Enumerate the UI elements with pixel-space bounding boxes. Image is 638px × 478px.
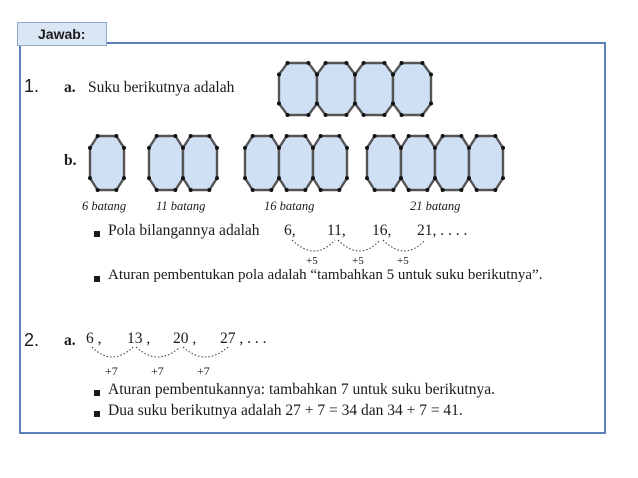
pattern-b4-hex-1-joint bbox=[373, 188, 377, 192]
pattern-b3-hex-3-joint bbox=[345, 146, 349, 150]
pattern-b3-hex-3-joint bbox=[337, 188, 341, 192]
pattern-a-hex-1-joint bbox=[277, 72, 281, 76]
pattern-b4-hex-4-joint bbox=[493, 188, 497, 192]
pattern-b4-hex-4-joint bbox=[467, 176, 471, 180]
pattern-a-hex-3-joint bbox=[353, 72, 357, 76]
pattern-b2-hex-1-joint bbox=[147, 176, 151, 180]
pattern-b4-hex-2-joint bbox=[399, 176, 403, 180]
seq2-term-3: 20 , bbox=[173, 330, 197, 347]
pattern-b2-hex-1-joint bbox=[155, 134, 159, 138]
pola-text: Pola bilangannya adalah bbox=[108, 222, 260, 239]
pattern-b3-hex-1-joint bbox=[269, 188, 273, 192]
pattern-b1-hex-1-joint bbox=[88, 146, 92, 150]
pattern-a-hex-3-joint bbox=[382, 113, 386, 117]
pattern-a-hex-2-joint bbox=[344, 113, 348, 117]
pattern-a-hex-4 bbox=[393, 63, 431, 115]
pattern-b4-hex-3-joint bbox=[459, 188, 463, 192]
pattern-a-hex-2-joint bbox=[315, 72, 319, 76]
aturan-text: Aturan pembentukan pola adalah “tambahkan 5 untuk suku berikutnya”. bbox=[108, 267, 543, 283]
arc-2-1 bbox=[92, 347, 133, 357]
pattern-b3-hex-3-joint bbox=[319, 188, 323, 192]
seq2-term-4: 27 , . . . bbox=[220, 330, 267, 347]
diff1-3: +5 bbox=[397, 255, 409, 267]
pattern-b3-hex-1-joint bbox=[251, 134, 255, 138]
arc-2-2 bbox=[136, 347, 180, 357]
pattern-b1-hex-1-joint bbox=[88, 176, 92, 180]
pattern-a-hex-1-joint bbox=[277, 102, 281, 106]
pattern-b2-hex-2-joint bbox=[207, 188, 211, 192]
pattern-b2-hex-2-joint bbox=[189, 134, 193, 138]
q1-a-label: a. bbox=[64, 79, 76, 96]
pattern-b2-hex-1 bbox=[149, 136, 183, 190]
pattern-a-hex-1-joint bbox=[286, 113, 290, 117]
pattern-b2-hex-2-joint bbox=[181, 176, 185, 180]
seq1-term-1: 6, bbox=[284, 222, 296, 239]
pattern-b4-hex-2-joint bbox=[407, 188, 411, 192]
pattern-b4-hex-2-joint bbox=[407, 134, 411, 138]
seq2-term-1: 6 , bbox=[86, 330, 102, 347]
q2-bullet-2: Dua suku berikutnya adalah 27 + 7 = 34 dan 34 + 7 = 41. bbox=[108, 402, 463, 419]
pattern-b3-hex-2 bbox=[279, 136, 313, 190]
bullet-1 bbox=[94, 231, 100, 237]
pattern-b4-hex-4-joint bbox=[467, 146, 471, 150]
pattern-a-hex-1-joint bbox=[306, 61, 310, 65]
pattern-b3-hex-3-joint bbox=[337, 134, 341, 138]
pattern-b2-hex-2-joint bbox=[189, 188, 193, 192]
pattern-b3-hex-1-joint bbox=[269, 134, 273, 138]
pattern-b1-hex-1-joint bbox=[96, 134, 100, 138]
pattern-b1-hex-1-joint bbox=[114, 134, 118, 138]
difference-arcs-2 bbox=[92, 347, 228, 357]
pattern-b4-hex-4 bbox=[469, 136, 503, 190]
pattern-a-hex-3-joint bbox=[382, 61, 386, 65]
seq2-term-2: 13 , bbox=[127, 330, 151, 347]
seq1-term-4: 21, . . . . bbox=[417, 222, 468, 239]
diff1-1: +5 bbox=[306, 255, 318, 267]
pattern-a-hex-4-joint bbox=[391, 102, 395, 106]
pattern-a-hex-3-joint bbox=[362, 61, 366, 65]
pattern-b3-hex-3-joint bbox=[311, 176, 315, 180]
pattern-a-hex-1 bbox=[279, 63, 317, 115]
pattern-b4-hex-2-joint bbox=[425, 188, 429, 192]
pattern-a-hex-4-joint bbox=[420, 113, 424, 117]
pattern-b2-hex-1-joint bbox=[155, 188, 159, 192]
bullet-2 bbox=[94, 276, 100, 282]
pattern-b4-hex-1-joint bbox=[365, 176, 369, 180]
pattern-b2-hex-1-joint bbox=[147, 146, 151, 150]
pattern-b2-hex-2 bbox=[183, 136, 217, 190]
pattern-a-hex-2-joint bbox=[344, 61, 348, 65]
q2-a-label: a. bbox=[64, 332, 76, 349]
q1-a-text: Suku berikutnya adalah bbox=[88, 79, 235, 96]
pattern-b4-hex-3-joint bbox=[441, 188, 445, 192]
pattern-b4-hex-1-joint bbox=[391, 188, 395, 192]
question-2-number: 2. bbox=[24, 330, 40, 350]
pattern-b3-hex-2-joint bbox=[285, 188, 289, 192]
pattern-b3-hex-3-joint bbox=[311, 146, 315, 150]
pattern-b4-hex-3-joint bbox=[433, 146, 437, 150]
pattern-a-hex-4-joint bbox=[429, 72, 433, 76]
pattern-b4-hex-2-joint bbox=[425, 134, 429, 138]
pattern-b4-hex-4-joint bbox=[493, 134, 497, 138]
pattern-b4-hex-4-joint bbox=[501, 146, 505, 150]
pattern-b3-hex-1-joint bbox=[243, 146, 247, 150]
caption-4: 21 batang bbox=[410, 199, 461, 213]
pattern-b2-hex-1-joint bbox=[173, 134, 177, 138]
pattern-b2-hex-2-joint bbox=[207, 134, 211, 138]
diff1-2: +5 bbox=[352, 255, 364, 267]
seq1-term-3: 16, bbox=[372, 222, 392, 239]
q1-b-label: b. bbox=[64, 152, 77, 169]
pattern-b2-hex-2-joint bbox=[215, 176, 219, 180]
pattern-b3-hex-2-joint bbox=[285, 134, 289, 138]
pattern-b1-hex-1-joint bbox=[122, 176, 126, 180]
pattern-b4-hex-1 bbox=[367, 136, 401, 190]
pattern-b3-hex-2-joint bbox=[277, 176, 281, 180]
pattern-a-hex-3-joint bbox=[353, 102, 357, 106]
pattern-b2-hex-1-joint bbox=[173, 188, 177, 192]
pattern-b4-hex-2-joint bbox=[399, 146, 403, 150]
pattern-b4-hex-1-joint bbox=[391, 134, 395, 138]
pattern-b4-hex-1-joint bbox=[365, 146, 369, 150]
diff2-2: +7 bbox=[151, 364, 164, 378]
bullet-4 bbox=[94, 411, 100, 417]
pattern-b4-hex-2 bbox=[401, 136, 435, 190]
arc-1-2 bbox=[338, 240, 380, 251]
pattern-b4-hex-3-joint bbox=[441, 134, 445, 138]
difference-arcs-1 bbox=[292, 240, 425, 251]
pattern-b3-hex-1-joint bbox=[251, 188, 255, 192]
pattern-b4-hex-1-joint bbox=[373, 134, 377, 138]
pattern-b3-hex-3 bbox=[313, 136, 347, 190]
pattern-b3-hex-3-joint bbox=[345, 176, 349, 180]
pattern-b3-hex-2-joint bbox=[277, 146, 281, 150]
pattern-a-hex-3-joint bbox=[362, 113, 366, 117]
pattern-b1-hex-1-joint bbox=[114, 188, 118, 192]
pattern-b4-hex-4-joint bbox=[475, 134, 479, 138]
pattern-b3-hex-2-joint bbox=[303, 188, 307, 192]
pattern-b4-hex-4-joint bbox=[475, 188, 479, 192]
pattern-a-hex-1-joint bbox=[306, 113, 310, 117]
pattern-a-hex-4-joint bbox=[420, 61, 424, 65]
caption-3: 16 batang bbox=[264, 199, 315, 213]
pattern-b3-hex-2-joint bbox=[303, 134, 307, 138]
caption-2: 11 batang bbox=[156, 199, 206, 213]
pattern-a-hex-3 bbox=[355, 63, 393, 115]
pattern-b4-hex-3-joint bbox=[433, 176, 437, 180]
pattern-b1-hex-1-joint bbox=[96, 188, 100, 192]
pattern-a-hex-4-joint bbox=[391, 72, 395, 76]
caption-1: 6 batang bbox=[82, 199, 127, 213]
pattern-a-hex-2-joint bbox=[324, 61, 328, 65]
bullet-3 bbox=[94, 390, 100, 396]
pattern-b4-hex-4-joint bbox=[501, 176, 505, 180]
pattern-b1-hex-1-joint bbox=[122, 146, 126, 150]
pattern-b4-hex-3-joint bbox=[459, 134, 463, 138]
pattern-a-hex-2-joint bbox=[324, 113, 328, 117]
pattern-a-hex-4-joint bbox=[400, 113, 404, 117]
arc-2-3 bbox=[183, 347, 228, 357]
pattern-a-hex-4-joint bbox=[429, 102, 433, 106]
pattern-a-hex-2-joint bbox=[315, 102, 319, 106]
q2-bullet-1: Aturan pembentukannya: tambahkan 7 untuk suku berikutnya. bbox=[108, 381, 495, 398]
pattern-b3-hex-1-joint bbox=[243, 176, 247, 180]
pattern-a-hex-4-joint bbox=[400, 61, 404, 65]
pattern-b1-hex-1 bbox=[90, 136, 124, 190]
pattern-b2-hex-2-joint bbox=[215, 146, 219, 150]
seq1-term-2: 11, bbox=[327, 222, 346, 239]
pattern-a-hex-2 bbox=[317, 63, 355, 115]
question-1-number: 1. bbox=[24, 76, 40, 96]
arc-1-1 bbox=[292, 240, 335, 251]
pattern-b2-hex-2-joint bbox=[181, 146, 185, 150]
arc-1-3 bbox=[383, 240, 425, 251]
hexagon-group bbox=[88, 61, 505, 192]
pattern-a-hex-1-joint bbox=[286, 61, 290, 65]
pattern-b4-hex-3 bbox=[435, 136, 469, 190]
pattern-b3-hex-3-joint bbox=[319, 134, 323, 138]
diff2-3: +7 bbox=[197, 364, 210, 378]
pattern-b3-hex-1 bbox=[245, 136, 279, 190]
jawab-label: Jawab: bbox=[17, 22, 107, 46]
diff2-1: +7 bbox=[105, 364, 118, 378]
